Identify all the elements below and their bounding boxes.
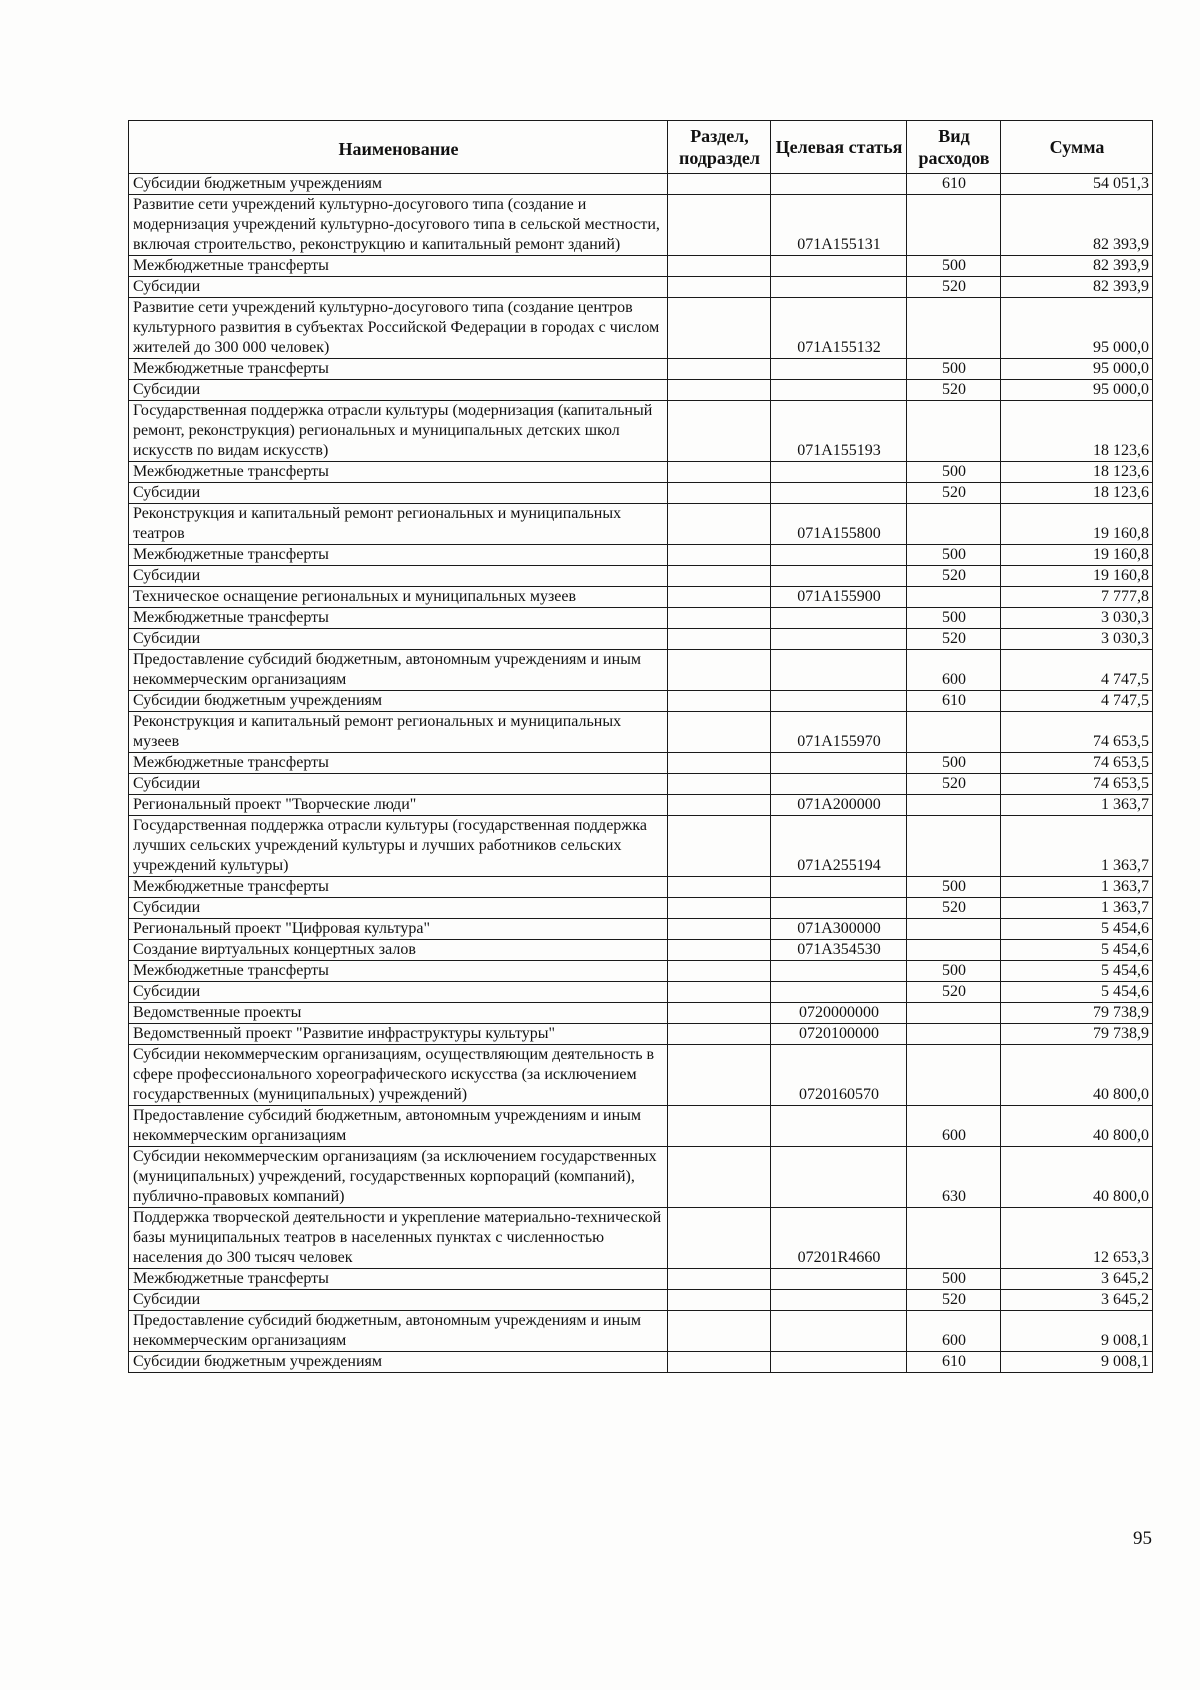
table-row xyxy=(129,545,1153,566)
cell-name: Межбюджетные трансферты xyxy=(129,877,668,898)
cell-vid xyxy=(907,504,1001,545)
cell-name: Межбюджетные трансферты xyxy=(129,753,668,774)
cell-cel xyxy=(771,774,907,795)
table-row xyxy=(129,587,1153,608)
cell-razdel xyxy=(668,982,771,1003)
cell-vid: 520 xyxy=(907,898,1001,919)
cell-vid xyxy=(907,1208,1001,1269)
cell-razdel xyxy=(668,816,771,877)
page-number: 95 xyxy=(1133,1528,1152,1549)
table-row xyxy=(129,504,1153,545)
table-row xyxy=(129,961,1153,982)
cell-razdel xyxy=(668,774,771,795)
cell-name: Создание виртуальных концертных залов xyxy=(129,940,668,961)
cell-vid: 600 xyxy=(907,1311,1001,1352)
cell-razdel xyxy=(668,961,771,982)
table-row xyxy=(129,1208,1153,1269)
cell-razdel xyxy=(668,401,771,462)
cell-name: Субсидии xyxy=(129,774,668,795)
cell-vid xyxy=(907,587,1001,608)
table-row xyxy=(129,795,1153,816)
cell-cel xyxy=(771,898,907,919)
cell-cel xyxy=(771,1290,907,1311)
cell-sum: 1 363,7 xyxy=(1001,816,1153,877)
cell-cel: 071A155900 xyxy=(771,587,907,608)
cell-sum: 40 800,0 xyxy=(1001,1106,1153,1147)
cell-razdel xyxy=(668,650,771,691)
cell-vid xyxy=(907,919,1001,940)
cell-name: Ведомственный проект "Развитие инфраструктуры культуры" xyxy=(129,1024,668,1045)
cell-sum: 82 393,9 xyxy=(1001,277,1153,298)
cell-cel: 071A155131 xyxy=(771,195,907,256)
cell-name: Государственная поддержка отрасли культуры (государственная поддержка лучших сельских учреждений культуры и лучших работников сельских учреждений культуры) xyxy=(129,816,668,877)
cell-razdel xyxy=(668,545,771,566)
cell-sum: 54 051,3 xyxy=(1001,174,1153,195)
budget-table xyxy=(128,120,1153,1373)
cell-vid xyxy=(907,940,1001,961)
table-row xyxy=(129,401,1153,462)
table-row xyxy=(129,1352,1153,1373)
cell-sum: 19 160,8 xyxy=(1001,566,1153,587)
cell-sum: 5 454,6 xyxy=(1001,940,1153,961)
cell-razdel xyxy=(668,795,771,816)
table-row xyxy=(129,608,1153,629)
cell-cel xyxy=(771,483,907,504)
table-row xyxy=(129,195,1153,256)
cell-razdel xyxy=(668,1208,771,1269)
table-row xyxy=(129,277,1153,298)
cell-razdel xyxy=(668,566,771,587)
cell-sum: 74 653,5 xyxy=(1001,712,1153,753)
cell-vid: 500 xyxy=(907,961,1001,982)
cell-sum: 82 393,9 xyxy=(1001,195,1153,256)
table-row xyxy=(129,380,1153,401)
cell-cel: 071A155800 xyxy=(771,504,907,545)
cell-vid: 600 xyxy=(907,1106,1001,1147)
cell-razdel xyxy=(668,1147,771,1208)
cell-vid xyxy=(907,795,1001,816)
cell-name: Субсидии некоммерческим организациям (за исключением государственных (муниципальных) учреждений, государственных корпораций (компаний), публично-правовых компаний) xyxy=(129,1147,668,1208)
cell-sum: 4 747,5 xyxy=(1001,691,1153,712)
cell-name: Развитие сети учреждений культурно-досугового типа (создание и модернизация учреждений культурно-досугового типа в сельской местности, включая строительство, реконструкцию и капитальный ремонт зданий) xyxy=(129,195,668,256)
cell-razdel xyxy=(668,256,771,277)
cell-razdel xyxy=(668,1045,771,1106)
cell-vid xyxy=(907,1024,1001,1045)
cell-name: Субсидии xyxy=(129,380,668,401)
cell-razdel xyxy=(668,483,771,504)
cell-cel: 071A354530 xyxy=(771,940,907,961)
cell-name: Развитие сети учреждений культурно-досугового типа (создание центров культурного развития в субъектах Российской Федерации в городах с числом жителей до 300 000 человек) xyxy=(129,298,668,359)
table-header-row xyxy=(129,121,1153,174)
cell-sum: 5 454,6 xyxy=(1001,919,1153,940)
table-row xyxy=(129,898,1153,919)
cell-sum: 74 653,5 xyxy=(1001,774,1153,795)
cell-name: Межбюджетные трансферты xyxy=(129,1269,668,1290)
cell-razdel xyxy=(668,877,771,898)
cell-sum: 19 160,8 xyxy=(1001,545,1153,566)
table-row xyxy=(129,462,1153,483)
cell-cel: 071A255194 xyxy=(771,816,907,877)
cell-name: Региональный проект "Творческие люди" xyxy=(129,795,668,816)
table-row xyxy=(129,359,1153,380)
cell-name: Субсидии xyxy=(129,277,668,298)
cell-vid: 520 xyxy=(907,774,1001,795)
table-row xyxy=(129,919,1153,940)
cell-cel xyxy=(771,380,907,401)
cell-name: Субсидии бюджетным учреждениям xyxy=(129,691,668,712)
cell-name: Предоставление субсидий бюджетным, автономным учреждениям и иным некоммерческим организациям xyxy=(129,1106,668,1147)
cell-sum: 5 454,6 xyxy=(1001,961,1153,982)
table-row xyxy=(129,1311,1153,1352)
table-row xyxy=(129,174,1153,195)
cell-sum: 12 653,3 xyxy=(1001,1208,1153,1269)
cell-sum: 79 738,9 xyxy=(1001,1024,1153,1045)
cell-cel xyxy=(771,629,907,650)
cell-name: Межбюджетные трансферты xyxy=(129,608,668,629)
cell-sum: 3 030,3 xyxy=(1001,629,1153,650)
cell-cel xyxy=(771,566,907,587)
cell-cel: 071A155193 xyxy=(771,401,907,462)
cell-cel xyxy=(771,753,907,774)
cell-sum: 79 738,9 xyxy=(1001,1003,1153,1024)
cell-vid: 610 xyxy=(907,174,1001,195)
cell-cel xyxy=(771,608,907,629)
cell-vid xyxy=(907,1045,1001,1106)
cell-name: Межбюджетные трансферты xyxy=(129,961,668,982)
cell-cel xyxy=(771,982,907,1003)
cell-sum: 1 363,7 xyxy=(1001,898,1153,919)
cell-cel xyxy=(771,256,907,277)
cell-vid xyxy=(907,712,1001,753)
cell-vid: 520 xyxy=(907,566,1001,587)
cell-name: Техническое оснащение региональных и муниципальных музеев xyxy=(129,587,668,608)
cell-razdel xyxy=(668,504,771,545)
cell-razdel xyxy=(668,174,771,195)
cell-cel xyxy=(771,961,907,982)
cell-vid: 500 xyxy=(907,877,1001,898)
cell-vid: 500 xyxy=(907,753,1001,774)
cell-cel xyxy=(771,1311,907,1352)
table-row xyxy=(129,774,1153,795)
cell-name: Поддержка творческой деятельности и укрепление материально-технической базы муниципальных театров в населенных пунктах с численностью населения до 300 тысяч человек xyxy=(129,1208,668,1269)
cell-vid xyxy=(907,816,1001,877)
cell-vid: 520 xyxy=(907,1290,1001,1311)
cell-vid: 520 xyxy=(907,380,1001,401)
cell-vid: 500 xyxy=(907,608,1001,629)
cell-cel: 071A155970 xyxy=(771,712,907,753)
cell-razdel xyxy=(668,1024,771,1045)
cell-razdel xyxy=(668,1003,771,1024)
cell-vid xyxy=(907,195,1001,256)
table-row xyxy=(129,1003,1153,1024)
cell-name: Реконструкция и капитальный ремонт региональных и муниципальных театров xyxy=(129,504,668,545)
cell-vid: 600 xyxy=(907,650,1001,691)
cell-vid: 500 xyxy=(907,545,1001,566)
table-row xyxy=(129,629,1153,650)
cell-cel xyxy=(771,359,907,380)
table-row xyxy=(129,566,1153,587)
cell-vid: 520 xyxy=(907,629,1001,650)
cell-name: Предоставление субсидий бюджетным, автономным учреждениям и иным некоммерческим организациям xyxy=(129,1311,668,1352)
cell-name: Субсидии xyxy=(129,566,668,587)
cell-vid xyxy=(907,401,1001,462)
cell-vid: 500 xyxy=(907,359,1001,380)
cell-vid: 500 xyxy=(907,1269,1001,1290)
cell-vid: 610 xyxy=(907,691,1001,712)
cell-razdel xyxy=(668,359,771,380)
cell-razdel xyxy=(668,691,771,712)
cell-name: Предоставление субсидий бюджетным, автономным учреждениям и иным некоммерческим организациям xyxy=(129,650,668,691)
table-row xyxy=(129,1147,1153,1208)
table-row xyxy=(129,256,1153,277)
cell-cel xyxy=(771,877,907,898)
cell-name: Субсидии xyxy=(129,629,668,650)
cell-sum: 19 160,8 xyxy=(1001,504,1153,545)
cell-sum: 1 363,7 xyxy=(1001,795,1153,816)
cell-razdel xyxy=(668,712,771,753)
cell-cel xyxy=(771,1352,907,1373)
table-row xyxy=(129,1024,1153,1045)
cell-name: Региональный проект "Цифровая культура" xyxy=(129,919,668,940)
cell-cel: 071A155132 xyxy=(771,298,907,359)
cell-sum: 74 653,5 xyxy=(1001,753,1153,774)
cell-name: Субсидии некоммерческим организациям, осуществляющим деятельность в сфере профессионального хореографического искусства (за исключением государственных (муниципальных) учреждений) xyxy=(129,1045,668,1106)
cell-cel xyxy=(771,545,907,566)
cell-razdel xyxy=(668,462,771,483)
cell-cel xyxy=(771,1106,907,1147)
cell-sum: 9 008,1 xyxy=(1001,1311,1153,1352)
cell-razdel xyxy=(668,1269,771,1290)
cell-razdel xyxy=(668,608,771,629)
cell-razdel xyxy=(668,1311,771,1352)
cell-cel xyxy=(771,462,907,483)
cell-sum: 18 123,6 xyxy=(1001,462,1153,483)
cell-sum: 95 000,0 xyxy=(1001,359,1153,380)
header-name: Наименование xyxy=(129,121,668,174)
cell-vid: 610 xyxy=(907,1352,1001,1373)
cell-razdel xyxy=(668,940,771,961)
table-row xyxy=(129,1106,1153,1147)
cell-vid xyxy=(907,1003,1001,1024)
cell-razdel xyxy=(668,277,771,298)
cell-cel: 071A200000 xyxy=(771,795,907,816)
header-cel: Целевая статья xyxy=(771,121,907,174)
table-body xyxy=(129,174,1153,1373)
table-row xyxy=(129,1045,1153,1106)
cell-sum: 3 645,2 xyxy=(1001,1290,1153,1311)
cell-razdel xyxy=(668,298,771,359)
table-row xyxy=(129,1269,1153,1290)
cell-vid: 520 xyxy=(907,277,1001,298)
cell-razdel xyxy=(668,1106,771,1147)
cell-name: Субсидии бюджетным учреждениям xyxy=(129,1352,668,1373)
cell-sum: 40 800,0 xyxy=(1001,1147,1153,1208)
cell-vid: 630 xyxy=(907,1147,1001,1208)
cell-razdel xyxy=(668,898,771,919)
cell-sum: 5 454,6 xyxy=(1001,982,1153,1003)
cell-sum: 3 645,2 xyxy=(1001,1269,1153,1290)
cell-name: Субсидии бюджетным учреждениям xyxy=(129,174,668,195)
cell-cel: 0720100000 xyxy=(771,1024,907,1045)
table-row xyxy=(129,298,1153,359)
cell-sum: 40 800,0 xyxy=(1001,1045,1153,1106)
cell-cel xyxy=(771,650,907,691)
cell-vid: 500 xyxy=(907,256,1001,277)
cell-sum: 95 000,0 xyxy=(1001,380,1153,401)
table-row xyxy=(129,650,1153,691)
table-row xyxy=(129,691,1153,712)
table-row xyxy=(129,1290,1153,1311)
cell-cel: 0720160570 xyxy=(771,1045,907,1106)
cell-razdel xyxy=(668,195,771,256)
table-row xyxy=(129,712,1153,753)
table-row xyxy=(129,816,1153,877)
cell-razdel xyxy=(668,1352,771,1373)
header-vid: Вид расходов xyxy=(907,121,1001,174)
cell-cel xyxy=(771,277,907,298)
table-row xyxy=(129,877,1153,898)
cell-name: Государственная поддержка отрасли культуры (модернизация (капитальный ремонт, реконструкция) региональных и муниципальных детских школ искусств по видам искусств) xyxy=(129,401,668,462)
cell-name: Субсидии xyxy=(129,982,668,1003)
cell-razdel xyxy=(668,753,771,774)
cell-vid: 520 xyxy=(907,483,1001,504)
cell-razdel xyxy=(668,380,771,401)
cell-sum: 82 393,9 xyxy=(1001,256,1153,277)
cell-sum: 18 123,6 xyxy=(1001,483,1153,504)
cell-name: Ведомственные проекты xyxy=(129,1003,668,1024)
cell-sum: 7 777,8 xyxy=(1001,587,1153,608)
cell-name: Субсидии xyxy=(129,1290,668,1311)
cell-vid xyxy=(907,298,1001,359)
cell-cel xyxy=(771,174,907,195)
cell-sum: 1 363,7 xyxy=(1001,877,1153,898)
cell-sum: 9 008,1 xyxy=(1001,1352,1153,1373)
cell-razdel xyxy=(668,919,771,940)
header-razdel: Раздел, подраздел xyxy=(668,121,771,174)
header-sum: Сумма xyxy=(1001,121,1153,174)
table-row xyxy=(129,753,1153,774)
cell-sum: 4 747,5 xyxy=(1001,650,1153,691)
cell-name: Межбюджетные трансферты xyxy=(129,359,668,380)
cell-razdel xyxy=(668,587,771,608)
cell-razdel xyxy=(668,629,771,650)
cell-razdel xyxy=(668,1290,771,1311)
table-row xyxy=(129,982,1153,1003)
cell-cel: 071A300000 xyxy=(771,919,907,940)
cell-sum: 18 123,6 xyxy=(1001,401,1153,462)
cell-name: Субсидии xyxy=(129,483,668,504)
cell-cel xyxy=(771,691,907,712)
cell-name: Субсидии xyxy=(129,898,668,919)
cell-cel xyxy=(771,1147,907,1208)
table-row xyxy=(129,940,1153,961)
cell-cel: 07201R4660 xyxy=(771,1208,907,1269)
cell-name: Межбюджетные трансферты xyxy=(129,545,668,566)
cell-cel: 0720000000 xyxy=(771,1003,907,1024)
cell-sum: 95 000,0 xyxy=(1001,298,1153,359)
table-row xyxy=(129,483,1153,504)
cell-cel xyxy=(771,1269,907,1290)
cell-name: Реконструкция и капитальный ремонт региональных и муниципальных музеев xyxy=(129,712,668,753)
cell-vid: 500 xyxy=(907,462,1001,483)
cell-vid: 520 xyxy=(907,982,1001,1003)
cell-name: Межбюджетные трансферты xyxy=(129,256,668,277)
cell-sum: 3 030,3 xyxy=(1001,608,1153,629)
cell-name: Межбюджетные трансферты xyxy=(129,462,668,483)
